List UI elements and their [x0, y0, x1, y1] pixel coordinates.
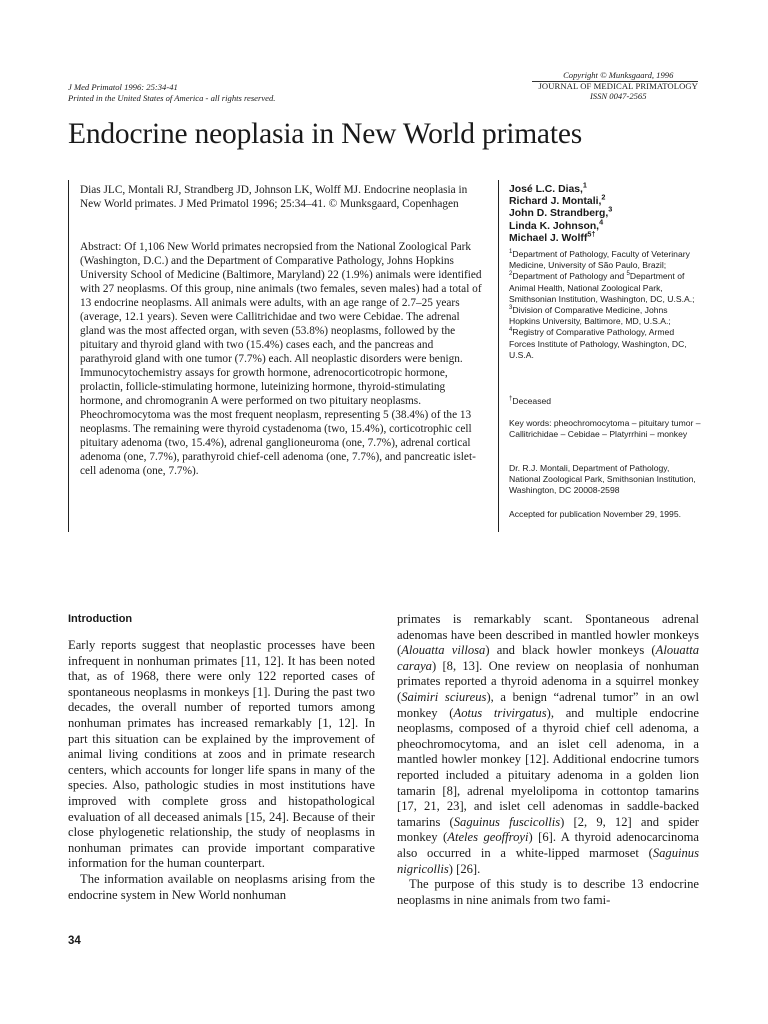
abstract-text: Abstract: Of 1,106 New World primates necropsied from the National Zoological Park (Washington, D.C.) and the Department of Comparative Pathology, Johns Hopkins University School of Medicine (Baltimore, Maryland) 22 (1.9%) animals were identified with 27 neoplasms. Of this group, nine animals (two females, seven males) had a total of 13 endocrine neoplasms. All animals were adults, with an age range of 2.7–25 years (average, 12.1 years). Seven were Callitrichidae and two were Cebidae. The adrenal gland was the most affected organ, with seven (53.8%) neoplasms, followed by the pituitary and thyroid gland with two (15.4%) cases each, and the pancreas and parathyroid gland with one tumor (7.7%) each. All neoplastic disorders were benign. Immunocytochemistry assays for growth hormone, adrenocorticotropic hormone, prolactin, follicle-stimulating hormone, luteinizing hormone, thyroid-stimulating hormone, and chromogranin A were performed on two pituitary neoplasms. Pheochromocytoma was the most frequent neoplasm, representing 5 (38.4%) of the 13 neoplasms. The remaining were thyroid cystadenoma (two, 15.4%), corticotrophic cell pituitary adenoma (two, 15.4%), adrenal ganglioneuroma (one, 7.7%), adrenal cortical adenoma (one, 7.7%), parathyroid chief-cell adenoma (one, 7.7%), and pancreatic islet-cell adenoma (one, 7.7%). [80, 241, 482, 477]
journal-name: JOURNAL OF MEDICAL PRIMATOLOGY [538, 80, 698, 91]
affiliation-mark: 3 [509, 305, 513, 312]
accepted-date: Accepted for publication November 29, 1995. [509, 509, 681, 519]
keywords: Key words: pheochromocytoma – pituitary tumor – Callitrichidae – Cebidae – Platyrrhini – monkey [509, 418, 701, 440]
section-heading-introduction: Introduction [68, 613, 133, 625]
body-paragraph: The purpose of this study is to describe 13 endocrine neoplasms in nine animals from two fami- [397, 877, 699, 907]
species-name: Aotus trivirgatus [453, 705, 547, 720]
page-number: 34 [68, 935, 81, 947]
species-name: Saguinus fuscicollis [453, 814, 561, 829]
author-affiliation-mark: 3 [608, 204, 613, 214]
affiliation-mark: 1 [509, 249, 513, 256]
author-name-text: Richard J. Montali, [509, 196, 602, 208]
author-name [509, 229, 701, 245]
affiliation-mark: 4 [509, 327, 513, 334]
species-name: Saimiri sciureus [401, 689, 487, 704]
text-run: ), and multiple endocrine neoplasms, composed of a thyroid chief cell adenoma, a pheochromocytoma, and an islet cell adenoma, in a mantled howler monkey [12]. Additional endocrine tumors reported included a pituitary adenoma in a golden lion tamarin [8], adrenal myelolipoma in cottontop tamarins [17, 21, 23], and islet cell adenomas in saddle-backed tamarins ( [397, 705, 699, 829]
species-name: Ateles geoffroyi [447, 830, 529, 845]
text-run: ) [8, 13]. One review on neoplasia of nonhuman primates reported a thyroid adenoma in a squirrel monkey ( [397, 658, 699, 704]
copyright-line: Copyright © Munksgaard, 1996 [563, 70, 674, 80]
author-name [509, 204, 701, 220]
text-run: ) [2, 9, 12] and spider monkey ( [397, 814, 699, 845]
author-list [509, 180, 701, 245]
affiliation-text: Division of Comparative Medicine, Johns Hopkins University, Baltimore, MD, U.S.A.; [509, 305, 671, 327]
body-column-right [397, 612, 699, 908]
affiliation-mark: 2 [509, 271, 513, 278]
article-title: Endocrine neoplasia in New World primates [68, 118, 582, 150]
deceased-mark: † [509, 396, 513, 403]
header-citation-line: J Med Primatol 1996: 25:34-41 [68, 82, 178, 92]
body-column-left [68, 638, 375, 903]
species-name: Alouatta caraya [397, 643, 700, 673]
article-citation: Dias JLC, Montali RJ, Strandberg JD, Johnson LK, Wolff MJ. Endocrine neoplasia in New World primates. J Med Primatol 1996; 25:34–41. © Munksgaard, Copenhagen [80, 184, 468, 210]
author-name-text: John D. Strandberg, [509, 208, 609, 220]
text-run: ), a benign “adrenal tumor” in an owl monkey ( [397, 689, 699, 720]
correspondence-address: Dr. R.J. Montali, Department of Pathology, National Zoological Park, Smithsonian Institution, Washington, DC 20008-2598 [509, 463, 696, 496]
author-name [509, 217, 701, 233]
issn-line: ISSN 0047-2565 [589, 91, 647, 101]
affiliation-text: Registry of Comparative Pathology, Armed Forces Institute of Pathology, Washington, DC, U.S.A. [509, 327, 687, 360]
affiliation-text: Department of Pathology, Faculty of Veterinary Medicine, University of São Paulo, Brazil; [509, 249, 690, 271]
author-name-text: José L.C. Dias, [509, 184, 583, 195]
author-affiliation-mark: 4 [599, 217, 604, 227]
body-paragraph: Early reports suggest that neoplastic processes have been infrequent in nonhuman primates [11, 12]. It has been noted that, as of 1968, there were only 122 reported cases of spontaneous neoplasms in monkeys [1]. During the past two decades, the overall number of reported tumors among nonhuman primates has increased remarkably [1, 12]. In part this situation can be explained by the improvement of animal living conditions at zoos and in primate research centers, which accounts for longer life spans in many of the species. Also, pathologic studies in most institutions have improved with complete gross and histopathological evaluation of all deceased animals [15, 24]. Because of their close phylogenetic relationship, the study of neoplasms in nonhuman primates can provide important comparative information for the human counterpart. [68, 638, 375, 871]
text-run: ) and black howler monkeys ( [485, 643, 656, 658]
text-run: ) [6]. A thyroid adenocarcinoma also occurred in a white-lipped marmoset ( [397, 830, 700, 860]
species-name: Alouatta villosa [401, 643, 486, 658]
affiliation-text: Department of Pathology and [512, 271, 627, 282]
author-name-text: Linda K. Johnson, [509, 220, 600, 232]
affiliation-mark: 5 [626, 271, 630, 278]
body-paragraph [397, 612, 699, 877]
text-run: ) [26]. [448, 861, 481, 876]
author-name [509, 192, 701, 208]
author-affiliation-mark: 1 [582, 180, 587, 190]
author-name-text: Michael J. Wolff [509, 232, 588, 244]
masthead-rule [532, 81, 698, 82]
species-name: Saguinus nigricollis [397, 845, 699, 876]
body-paragraph: The information available on neoplasms arising from the endocrine system in New World nonhuman [68, 871, 375, 902]
text-run: primates is remarkably scant. Spontaneous adrenal adenomas have been described in mantled howler monkeys ( [397, 612, 699, 658]
deceased-text: Deceased [512, 396, 552, 406]
affiliation-text: Department of Animal Health, National Zoological Park, Smithsonian Institution, Washington, DC, U.S.A.; [509, 271, 695, 304]
author-affiliation-mark: 2 [601, 192, 606, 202]
journal-masthead [538, 70, 698, 102]
deceased-note [509, 396, 701, 407]
author-affiliation-mark: 5† [587, 229, 596, 239]
affiliations [509, 249, 701, 361]
journal-citation-header [68, 82, 275, 104]
header-rights-line: Printed in the United States of America - all rights reserved. [68, 93, 276, 103]
